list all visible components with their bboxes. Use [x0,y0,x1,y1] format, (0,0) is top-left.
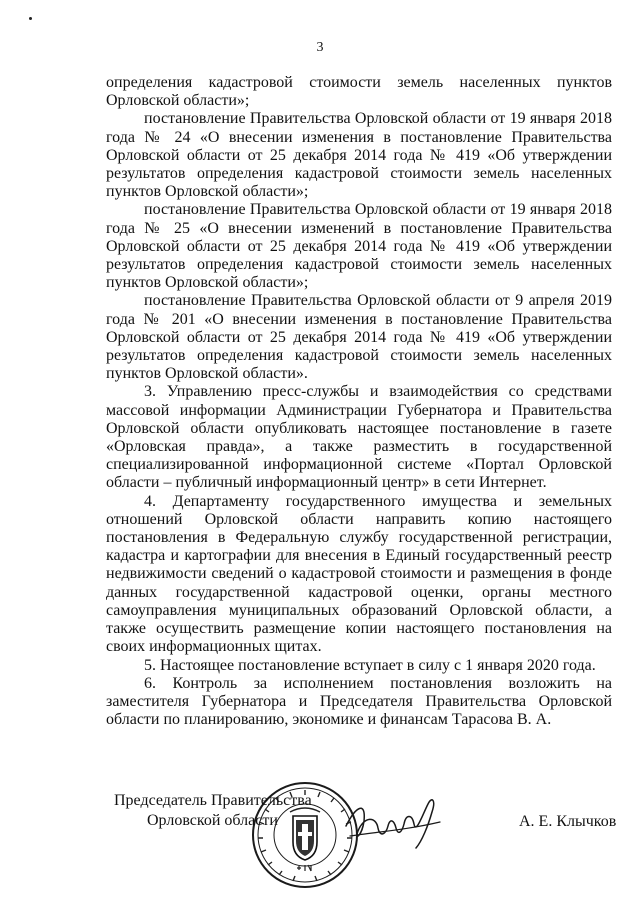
signatory-name: А. Е. Клычков [519,813,617,830]
paragraph-item-5: 5. Настоящее постановление вступает в силу с 1 января 2020 года. [144,656,596,674]
paragraph-continuation: определения кадастровой стоимости земель населенных пунктов Орловской области»; [106,74,612,110]
paragraph-resolution-24: постановление Правительства Орловской области от 19 января 2018 года № 24 «О внесении изменения в постановление Правительства Орловской области от 25 декабря 2014 года № 419 «Об утверждении результатов определения кадастровой стоимости земель населенных пунктов Орловской области»; [106,110,612,201]
document-body [106,74,612,729]
paragraph-resolution-201: постановление Правительства Орловской области от 9 апреля 2019 года № 201 «О внесении изменения в постановление Правительства Орловской области от 25 декабря 2014 года № 419 «Об утверждении результатов определения кадастровой стоимости земель населенных пунктов Орловской области». [106,292,612,383]
handwritten-signature-icon [336,786,446,856]
signatory-title-line1: Председатель Правительства [114,792,312,809]
page-number: 3 [316,40,324,55]
paragraph-item-6: 6. Контроль за исполнением постановления возложить на заместителя Губернатора и Председателя Правительства Орловской области по планированию, экономике и финансам Тарасова В. А. [106,674,612,729]
signatory-title-line2: Орловской области [147,812,278,829]
paragraph-resolution-25: постановление Правительства Орловской области от 19 января 2018 года № 25 «О внесении изменений в постановление Правительства Орловской области от 25 декабря 2014 года № 419 «Об утверждении результатов определения кадастровой стоимости земель населенных пунктов Орловской области»; [106,201,612,292]
scan-speck [29,17,32,20]
paragraph-item-4: 4. Департаменту государственного имущества и земельных отношений Орловской области направить копию настоящего постановления в Федеральную службу государственной регистрации, кадастра и картографии для внесения в Единый государственный реестр недвижимости сведений о кадастровой стоимости и размещения в фонде данных государственной кадастровой оценки, органы местного самоуправления муниципальных образований Орловской области, а также осуществить размещение копии настоящего постановления на своих информационных щитах. [106,492,612,656]
paragraph-item-3: 3. Управлению пресс-службы и взаимодействия со средствами массовой информации Администрации Губернатора и Правительства Орловской области опубликовать настоящее постановление в газете «Орловская правда», а также разместить в государственной специализированной информационной системе «Портал Орловской области – публичный информационный центр» в сети Интернет. [106,383,612,492]
signature-block [0,780,640,890]
